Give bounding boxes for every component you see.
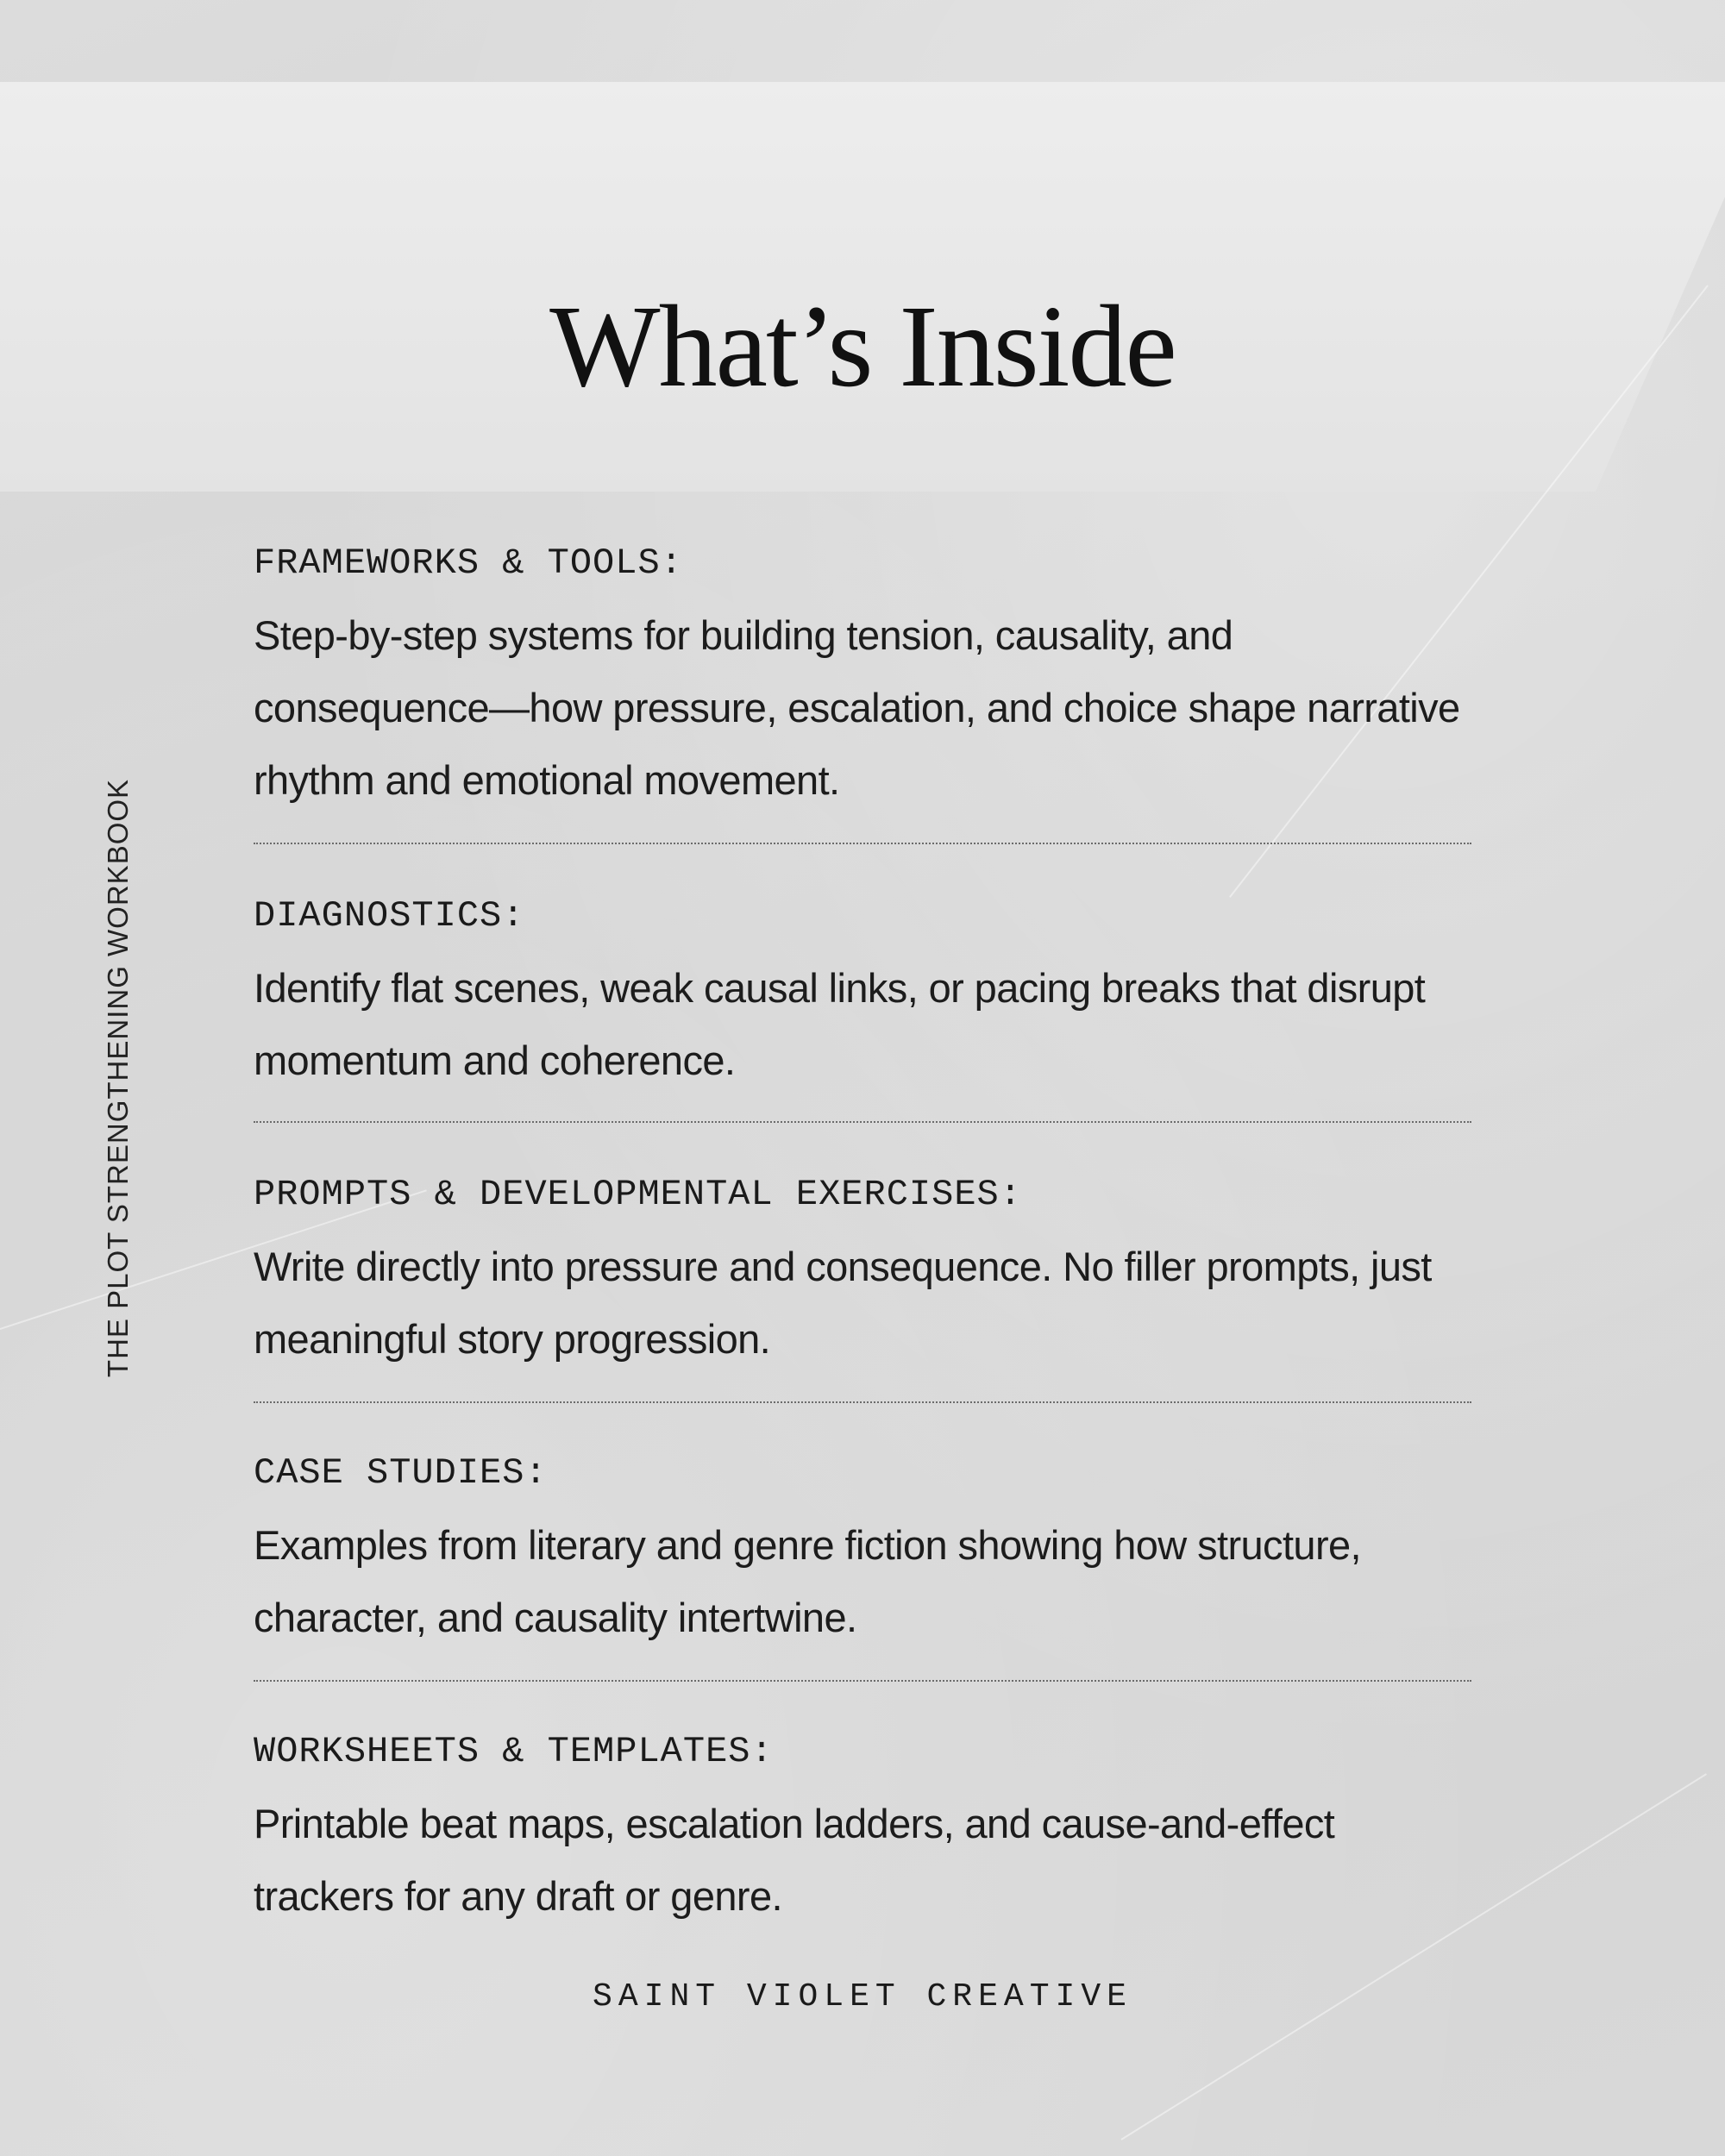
section-worksheets-templates xyxy=(254,1727,1471,1933)
section-frameworks-tools xyxy=(254,539,1471,817)
section-body: Identify flat scenes, weak causal links, or pacing breaks that disrupt momentum and coherence. xyxy=(254,965,1426,1083)
side-label: THE PLOT STRENGTHENING WORKBOOK xyxy=(102,778,134,1378)
brand-footer: SAINT VIOLET CREATIVE xyxy=(593,1978,1132,2015)
section-heading: WORKSHEETS & TEMPLATES: xyxy=(254,1731,774,1772)
dotted-divider xyxy=(254,843,1471,844)
dotted-divider xyxy=(254,1401,1471,1403)
section-heading: PROMPTS & DEVELOPMENTAL EXERCISES: xyxy=(254,1174,1022,1215)
section-body: Printable beat maps, escalation ladders, and cause-and-effect trackers for any draft or genre. xyxy=(254,1801,1335,1919)
section-body: Write directly into pressure and consequence. No filler prompts, just meaningful story progression. xyxy=(254,1244,1432,1362)
section-case-studies xyxy=(254,1449,1471,1654)
section-heading: DIAGNOSTICS: xyxy=(254,895,525,937)
section-prompts-exercises xyxy=(254,1170,1471,1376)
section-heading: CASE STUDIES: xyxy=(254,1452,548,1494)
section-diagnostics xyxy=(254,892,1471,1097)
section-body: Examples from literary and genre fiction showing how structure, character, and causality intertwine. xyxy=(254,1522,1362,1640)
section-heading: FRAMEWORKS & TOOLS: xyxy=(254,542,683,584)
section-body: Step-by-step systems for building tension, causality, and consequence—how pressure, escalation, and choice shape narrative rhythm and emotional movement. xyxy=(254,612,1460,803)
dotted-divider xyxy=(254,1121,1471,1123)
sections-list xyxy=(254,539,1471,1933)
page-title: What’s Inside xyxy=(549,282,1176,411)
dotted-divider xyxy=(254,1680,1471,1682)
